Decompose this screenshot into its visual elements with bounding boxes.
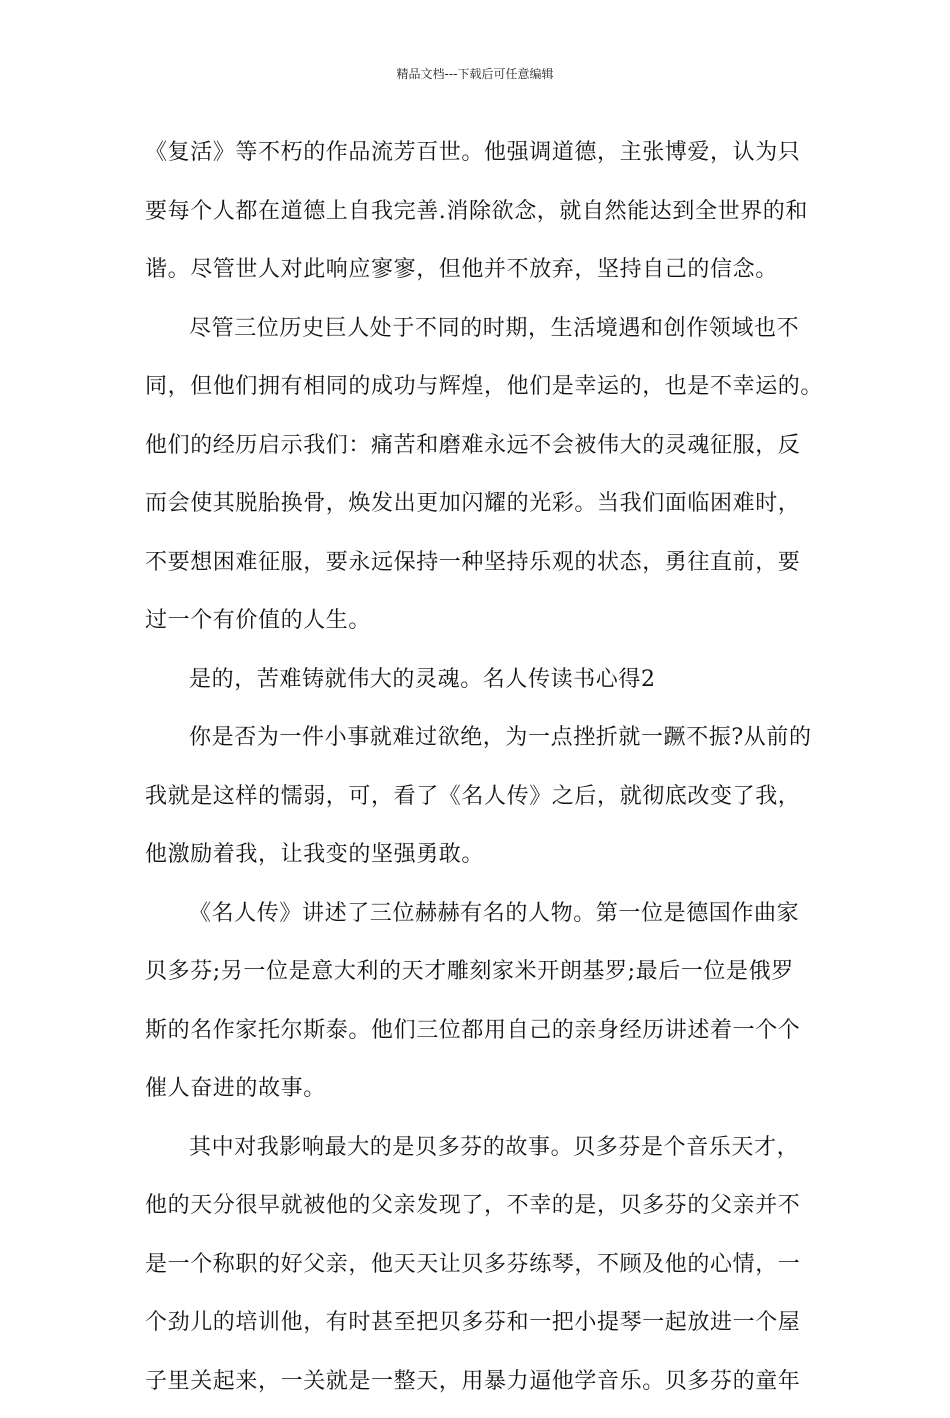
text-line: 而会使其脱胎换骨，焕发出更加闪耀的光彩。当我们面临困难时， — [145, 482, 825, 541]
text-line: 他们的经历启示我们：痛苦和磨难永远不会被伟大的灵魂征服，反 — [145, 424, 825, 483]
text-line: 斯的名作家托尔斯泰。他们三位都用自己的亲身经历讲述着一个个 — [145, 1009, 825, 1068]
text-line: 同，但他们拥有相同的成功与辉煌，他们是幸运的，也是不幸运的。 — [145, 365, 825, 424]
text-line: 贝多芬;另一位是意大利的天才雕刻家米开朗基罗;最后一位是俄罗 — [145, 950, 825, 1009]
text-line: 其中对我影响最大的是贝多芬的故事。贝多芬是个音乐天才， — [145, 1126, 825, 1185]
text-line: 过一个有价值的人生。 — [145, 599, 825, 658]
text-line: 他激励着我，让我变的坚强勇敢。 — [145, 833, 825, 892]
text-line: 不要想困难征服，要永远保持一种坚持乐观的状态，勇往直前，要 — [145, 541, 825, 600]
text-line: 催人奋进的故事。 — [145, 1067, 825, 1126]
text-line: 是一个称职的好父亲，他天天让贝多芬练琴，不顾及他的心情，一 — [145, 1243, 825, 1302]
text-line: 《名人传》讲述了三位赫赫有名的人物。第一位是德国作曲家 — [145, 892, 825, 951]
text-line: 是的，苦难铸就伟大的灵魂。名人传读书心得2 — [145, 658, 825, 717]
text-line: 尽管三位历史巨人处于不同的时期，生活境遇和创作领域也不 — [145, 307, 825, 366]
text-line: 他的天分很早就被他的父亲发现了，不幸的是，贝多芬的父亲并不 — [145, 1184, 825, 1243]
document-body — [145, 131, 825, 1418]
text-line: 子里关起来，一关就是一整天，用暴力逼他学音乐。贝多芬的童年 — [145, 1360, 825, 1418]
text-line: 《复活》等不朽的作品流芳百世。他强调道德，主张博爱，认为只 — [145, 131, 825, 190]
page-header: 精品文档---下载后可任意编辑 — [0, 66, 950, 82]
text-line: 要每个人都在道德上自我完善.消除欲念，就自然能达到全世界的和 — [145, 190, 825, 249]
text-line: 个劲儿的培训他，有时甚至把贝多芬和一把小提琴一起放进一个屋 — [145, 1301, 825, 1360]
text-line: 谐。尽管世人对此响应寥寥，但他并不放弃，坚持自己的信念。 — [145, 248, 825, 307]
text-line: 我就是这样的懦弱，可，看了《名人传》之后，就彻底改变了我， — [145, 775, 825, 834]
text-line: 你是否为一件小事就难过欲绝，为一点挫折就一蹶不振?从前的 — [145, 716, 825, 775]
